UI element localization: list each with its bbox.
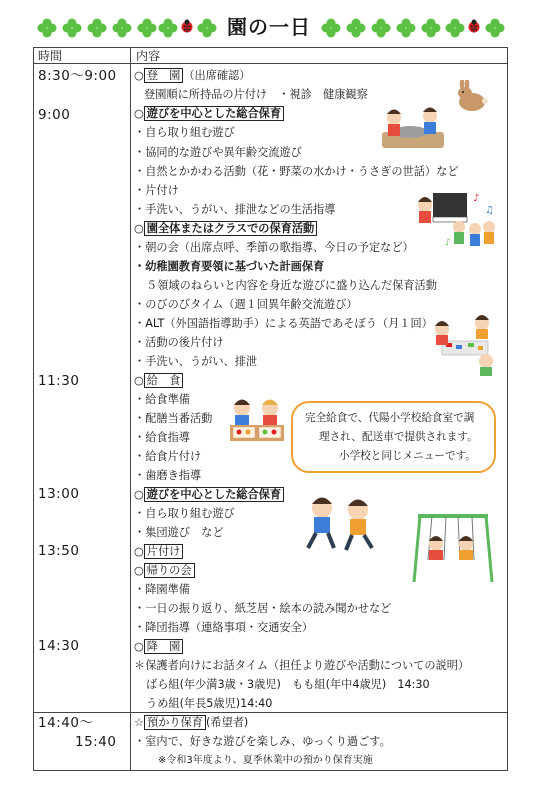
list-item: ・自ら取り組む遊び [134,126,235,139]
clover-icon [345,17,367,39]
section-label: 遊びを中心とした総合保育 [144,106,284,121]
section-label: 帰りの会 [144,563,195,578]
list-item: ・降園準備 [134,583,190,596]
list-item: ・配膳当番活動 [134,412,213,425]
header-row-divider [33,63,508,64]
list-item: ・自然とかかわる活動（花・野菜の水かけ・うさぎの世話）など [134,165,459,178]
list-item: ○ 遊びを中心とした総合保育 [134,487,284,503]
list-item: ５領域のねらいと内容を身近な遊びに盛り込んだ保育活動 [146,279,437,292]
column-header-content: 内容 [136,49,161,63]
time-label: 11:30 [38,373,80,389]
clover-icon [420,17,442,39]
callout-line: 理され、配送車で提供されます。 [319,431,478,443]
list-item: ・活動の後片付け [134,336,224,349]
clover-icon [111,17,133,39]
piano-illustration [415,187,501,251]
clover-icon [444,17,466,39]
header [0,8,537,42]
list-item: ○ 遊びを中心とした総合保育 [134,106,284,122]
clover-icon [61,17,83,39]
list-item: ・幼稚園教育要領に基づいた計画保育 [134,260,325,273]
running-kids-illustration [300,494,382,554]
ladybug-icon [467,19,481,33]
time-label: 15:40 [75,734,117,750]
list-item: ☆ 預かり保育 (希望者) [134,716,249,729]
section-label: 預かり保育 [144,715,206,730]
section-label: 降 園 [144,639,184,654]
lunch-note-callout [291,401,496,473]
swing-illustration [412,512,494,584]
list-item: ・手洗い、うがい、排泄 [134,355,258,368]
list-item: ・降団指導（連絡事項・交通安全） [134,621,314,634]
callout-line: 小学校と同じメニューです。 [339,450,476,462]
list-item: ・自ら取り組む遊び [134,507,235,520]
clover-icon [136,17,158,39]
clover-icon [395,17,417,39]
section-label: 給 食 [144,373,184,388]
list-item: ＊保護者向けにお話タイム（担任より遊びや活動についての説明） [134,659,470,672]
list-item: ※令和3年度より、夏季休業中の預かり保育実施 [158,755,373,766]
clover-icon [320,17,342,39]
list-item: ・協同的な遊びや異年齢交流遊び [134,146,302,159]
lunch-illustration [228,396,286,446]
list-item: ・給食準備 [134,393,190,406]
column-header-time: 時間 [38,49,63,63]
section-label: 遊びを中心とした総合保育 [144,487,284,502]
clover-icon [370,17,392,39]
list-item: ・一日の振り返り、紙芝居・絵本の読み聞かせなど [134,602,392,615]
rabbit-illustration [455,80,489,112]
list-item: ばら組(年少満3歳・3歳児) もも組(年中4歳児) 14:30 [146,678,430,691]
section-label: 片付け [144,544,184,559]
page-title: 園の一日 [227,15,311,39]
clover-icon [484,17,506,39]
list-item: ・給食指導 [134,431,190,444]
time-label: 13:50 [38,543,80,559]
list-item: ・室内で、好きな遊びを楽しみ、ゆっくり過ごす。 [134,735,391,748]
list-item: ○ 帰りの会 [134,563,195,579]
list-item: 登園順に所持品の片付け ・視診 健康観察 [144,88,368,101]
row-divider [33,712,508,713]
list-item: うめ組(年長5歳児)14:40 [146,697,273,710]
list-item: ・手洗い、うがい、排泄などの生活指導 [134,203,336,216]
list-item: ・のびのびタイム（週１回異年齢交流遊び） [134,298,358,311]
section-label: 園全体またはクラスでの保育活動 [144,221,317,236]
list-item: ・集団遊び など [134,526,224,539]
svg-text:♪: ♪ [473,193,480,204]
clover-icon [36,17,58,39]
time-label: 13:00 [38,486,80,502]
svg-text:♪: ♪ [445,238,451,248]
sandbox-illustration [380,102,446,150]
list-item: ○ 片付け [134,544,183,560]
playing-kids-illustration [430,311,502,377]
column-divider [130,47,131,771]
list-item: ・歯磨き指導 [134,469,202,482]
ladybug-icon [180,19,194,33]
list-item: ○ 登 園 （出席確認） [134,69,251,82]
callout-line: 完全給食で、代陽小学校給食室で調 [305,412,475,424]
list-item: ○ 降 園 [134,639,183,655]
time-label: 14:40〜 [38,715,94,731]
list-item: ・ALT（外国語指導助手）による英語であそぼう（月１回） [134,317,433,330]
list-item: ○ 園全体またはクラスでの保育活動 [134,221,317,237]
time-label: 14:30 [38,638,80,654]
list-item: ○ 給 食 [134,373,183,389]
list-item: ・片付け [134,184,179,197]
time-label: 9:00 [38,107,71,123]
clover-icon [86,17,108,39]
time-label: 8:30〜9:00 [38,68,117,84]
clover-icon [157,17,179,39]
list-item: ・給食片付け [134,450,202,463]
svg-text:♫: ♫ [485,205,494,216]
list-item: ・朝の会（出席点呼、季節の歌指導、今日の予定など） [134,241,414,254]
section-label: 登 園 [144,68,184,83]
